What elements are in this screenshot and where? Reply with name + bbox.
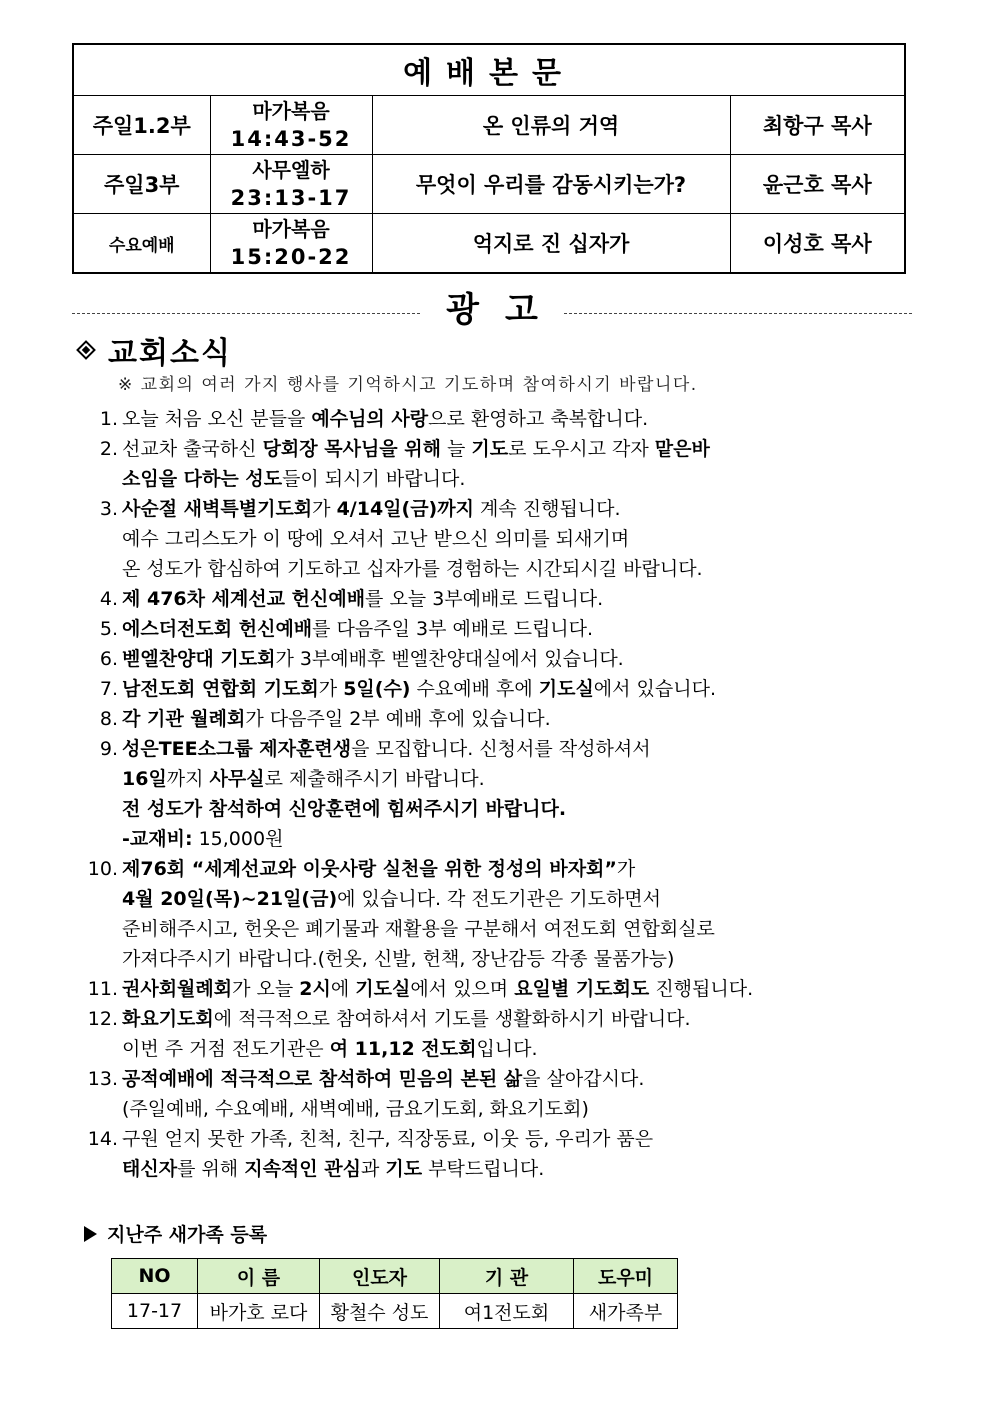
sermon-row <box>73 96 905 155</box>
church-news-title: 교회소식 <box>108 336 232 371</box>
scripture-book: 마가복음 <box>252 99 330 123</box>
sermon-title: 무엇이 우리를 감동시키는가? <box>372 155 730 214</box>
item-number: 14. <box>87 1128 118 1150</box>
item-number: 10. <box>87 858 118 880</box>
sermon-title: 억지로 진 십자가 <box>372 214 730 274</box>
item-number: 6. <box>99 648 118 670</box>
service-name: 수요예배 <box>73 214 210 274</box>
list-item <box>72 1004 892 1064</box>
scripture-ref: 23:13-17 <box>230 186 352 210</box>
item-number: 5. <box>99 618 118 640</box>
table-cell: 황철수 성도 <box>320 1294 440 1329</box>
item-line: 오늘 처음 오신 분들을 예수님의 사랑으로 환영하고 축복합니다. <box>122 408 649 430</box>
list-item <box>72 434 892 494</box>
item-line: 공적예배에 적극적으로 참석하여 믿음의 본된 삶을 살아갑시다. <box>122 1068 645 1090</box>
item-line: 온 성도가 합심하여 기도하고 십자가를 경험하는 시간되시길 바랍니다. <box>122 558 703 580</box>
list-item <box>72 854 892 974</box>
scripture-passage <box>210 155 372 214</box>
new-family-table <box>111 1258 678 1329</box>
diamond-bullet-icon <box>76 340 96 360</box>
item-number: 3. <box>99 498 118 520</box>
item-line: 사순절 새벽특별기도회가 4/14일(금)까지 계속 진행됩니다. <box>122 498 621 520</box>
ads-heading: 광고 <box>446 290 564 330</box>
table-cell: 17-17 <box>112 1294 198 1329</box>
scripture-passage <box>210 96 372 155</box>
scripture-ref: 15:20-22 <box>230 245 352 269</box>
item-line: 소임을 다하는 성도들이 되시기 바랍니다. <box>122 468 466 490</box>
table-cell: 바가호 로다 <box>198 1294 320 1329</box>
scripture-book: 마가복음 <box>252 217 330 241</box>
sermon-row <box>73 214 905 274</box>
list-item <box>72 644 892 674</box>
item-line: 제 476차 세계선교 헌신예배를 오늘 3부예배로 드립니다. <box>122 588 604 610</box>
item-line: -교재비: 15,000원 <box>122 828 284 850</box>
item-number: 4. <box>99 588 118 610</box>
preacher: 최항구 목사 <box>730 96 905 155</box>
item-line: 화요기도회에 적극적으로 참여하셔서 기도를 생활화하시기 바랍니다. <box>122 1008 691 1030</box>
list-item <box>72 404 892 434</box>
table-row <box>112 1294 678 1329</box>
list-item <box>72 1124 892 1184</box>
item-number: 7. <box>99 678 118 700</box>
item-line: 가져다주시기 바랍니다.(헌옷, 신발, 헌책, 장난감등 각종 물품가능) <box>122 948 675 970</box>
list-item <box>72 1064 892 1124</box>
new-family-title: 지난주 새가족 등록 <box>107 1224 268 1246</box>
item-number: 8. <box>99 708 118 730</box>
table-cell: 새가족부 <box>574 1294 678 1329</box>
item-number: 11. <box>87 978 118 1000</box>
item-line: 성은TEE소그룹 제자훈련생을 모집합니다. 신청서를 작성하셔서 <box>122 738 651 760</box>
service-name: 주일1.2부 <box>73 96 210 155</box>
column-header: 인도자 <box>320 1259 440 1294</box>
item-line: 선교차 출국하신 당회장 목사님을 위해 늘 기도로 도우시고 각자 맡은바 <box>122 438 710 460</box>
item-number: 1. <box>99 408 118 430</box>
item-line: 이번 주 거점 전도기관은 여 11,12 전도회입니다. <box>122 1038 538 1060</box>
service-name: 주일3부 <box>73 155 210 214</box>
divider-line-left <box>72 313 420 314</box>
church-news-note: ※ 교회의 여러 가지 행사를 기억하시고 기도하며 참여하시기 바랍니다. <box>118 375 698 395</box>
table-header-row <box>112 1259 678 1294</box>
item-line: 전 성도가 참석하여 신앙훈련에 힘써주시기 바랍니다. <box>122 798 567 820</box>
list-item <box>72 494 892 584</box>
preacher: 이성호 목사 <box>730 214 905 274</box>
ads-divider <box>72 288 912 332</box>
triangle-bullet-icon <box>84 1226 97 1242</box>
column-header: NO <box>112 1259 198 1294</box>
item-line: 제76회 “세계선교와 이웃사랑 실천을 위한 정성의 바자회”가 <box>122 858 636 880</box>
sermon-row <box>73 155 905 214</box>
item-number: 13. <box>87 1068 118 1090</box>
item-line: 16일까지 사무실로 제출해주시기 바랍니다. <box>122 768 485 790</box>
scripture-book: 사무엘하 <box>252 158 330 182</box>
table-cell: 여1전도회 <box>440 1294 574 1329</box>
list-item <box>72 584 892 614</box>
item-line: 에스더전도회 헌신예배를 다음주일 3부 예배로 드립니다. <box>122 618 594 640</box>
list-item <box>72 674 892 704</box>
column-header: 이 름 <box>198 1259 320 1294</box>
preacher: 윤근호 목사 <box>730 155 905 214</box>
new-family-heading <box>84 1220 267 1247</box>
list-item <box>72 614 892 644</box>
scripture-passage <box>210 214 372 274</box>
list-item <box>72 734 892 854</box>
divider-line-right <box>564 313 912 314</box>
item-line: 각 기관 월례회가 다음주일 2부 예배 후에 있습니다. <box>122 708 551 730</box>
list-item <box>72 704 892 734</box>
item-line: (주일예배, 수요예배, 새벽예배, 금요기도회, 화요기도회) <box>122 1098 589 1120</box>
item-line: 권사회월례회가 오늘 2시에 기도실에서 있으며 요일별 기도회도 진행됩니다. <box>122 978 754 1000</box>
item-number: 2. <box>99 438 118 460</box>
item-line: 4월 20일(목)~21일(금)에 있습니다. 각 전도기관은 기도하면서 <box>122 888 662 910</box>
column-header: 기 관 <box>440 1259 574 1294</box>
column-header: 도우미 <box>574 1259 678 1294</box>
church-news-heading <box>76 332 232 371</box>
sermon-table-title: 예배본문 <box>73 44 905 96</box>
notice-list <box>72 404 892 1184</box>
scripture-ref: 14:43-52 <box>230 127 352 151</box>
list-item <box>72 974 892 1004</box>
item-line: 태신자를 위해 지속적인 관심과 기도 부탁드립니다. <box>122 1158 545 1180</box>
item-line: 예수 그리스도가 이 땅에 오셔서 고난 받으신 의미를 되새기며 <box>122 528 630 550</box>
item-line: 남전도회 연합회 기도회가 5일(수) 수요예배 후에 기도실에서 있습니다. <box>122 678 717 700</box>
item-line: 구원 얻지 못한 가족, 친척, 친구, 직장동료, 이웃 등, 우리가 품은 <box>122 1128 654 1150</box>
item-line: 준비해주시고, 헌옷은 폐기물과 재활용을 구분해서 여전도회 연합회실로 <box>122 918 715 940</box>
sermon-table <box>72 43 906 274</box>
sermon-title: 온 인류의 거역 <box>372 96 730 155</box>
item-line: 벧엘찬양대 기도회가 3부예배후 벧엘찬양대실에서 있습니다. <box>122 648 624 670</box>
item-number: 9. <box>99 738 118 760</box>
item-number: 12. <box>87 1008 118 1030</box>
